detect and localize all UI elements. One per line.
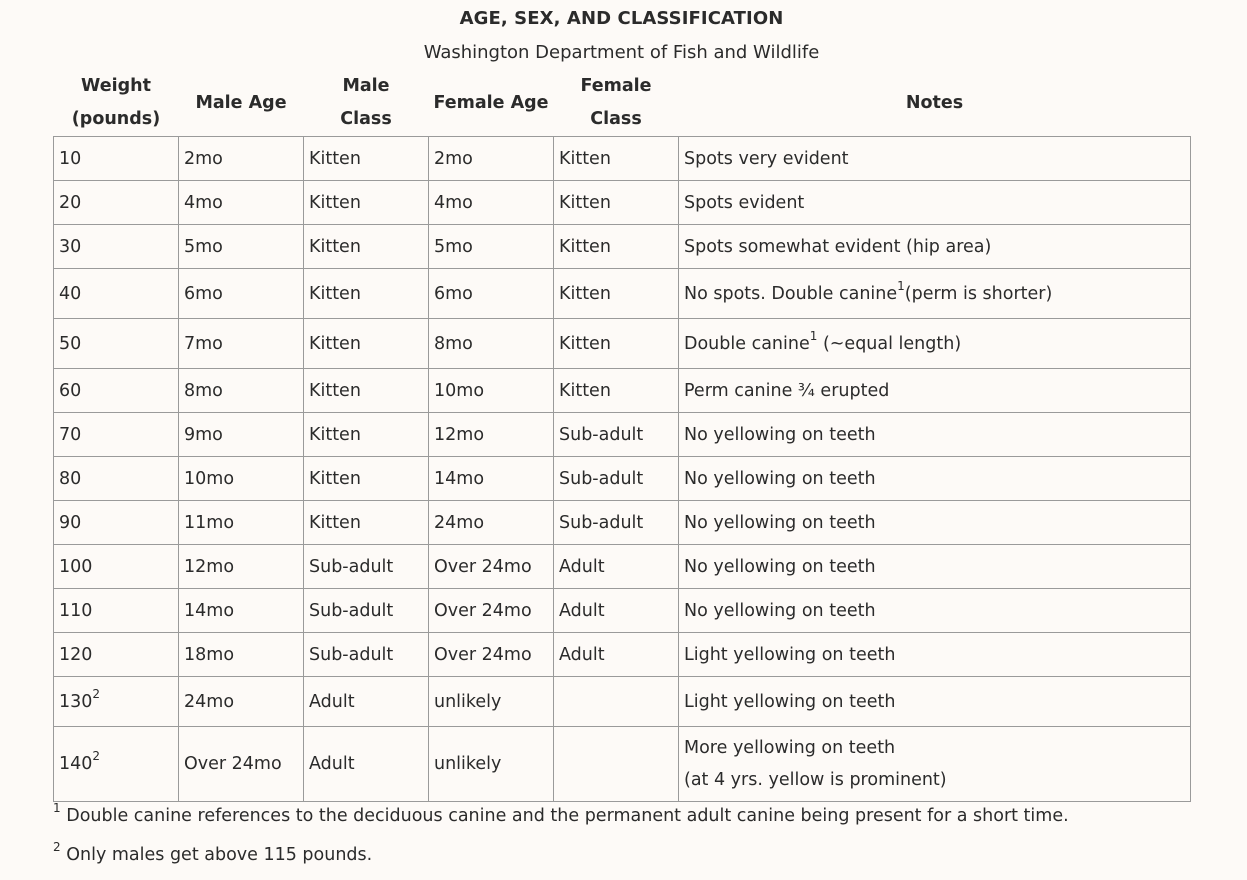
weight-cell: 40 (54, 269, 179, 319)
table-row (54, 457, 1191, 501)
male-age-cell: 24mo (179, 677, 304, 727)
notes-cell: No yellowing on teeth (679, 589, 1191, 633)
male-class-cell: Adult (304, 677, 429, 727)
header-notes: Notes (679, 70, 1191, 137)
weight-cell: 120 (54, 633, 179, 677)
header-row (54, 70, 1191, 137)
table-row (54, 501, 1191, 545)
weight-cell: $140^2$ (54, 727, 179, 802)
notes-cell: No yellowing on teeth (679, 413, 1191, 457)
notes-cell: Double canine$^1$ (~equal length) (679, 319, 1191, 369)
male-age-cell: 18mo (179, 633, 304, 677)
header-male-class: Male Class (304, 70, 429, 137)
classification-table (53, 70, 1191, 802)
footnote-2-mark: 2 (53, 840, 61, 855)
notes-cell: Perm canine ¾ erupted (679, 369, 1191, 413)
female-age-cell: 4mo (429, 181, 554, 225)
female-age-cell: unlikely (429, 677, 554, 727)
female-class-cell: Kitten (554, 319, 679, 369)
table-row (54, 319, 1191, 369)
male-class-cell: Adult (304, 727, 429, 802)
female-age-cell: Over 24mo (429, 633, 554, 677)
female-age-cell: 10mo (429, 369, 554, 413)
female-class-cell: Kitten (554, 137, 679, 181)
female-class-cell: Adult (554, 545, 679, 589)
male-class-cell: Kitten (304, 413, 429, 457)
table-row (54, 225, 1191, 269)
female-age-cell: 12mo (429, 413, 554, 457)
weight-cell: 20 (54, 181, 179, 225)
footnote-2-text: Only males get above 115 pounds. (66, 845, 373, 865)
female-class-cell: Adult (554, 633, 679, 677)
female-age-cell: Over 24mo (429, 545, 554, 589)
table-row (54, 545, 1191, 589)
male-age-cell: 8mo (179, 369, 304, 413)
header-female-age: Female Age (429, 70, 554, 137)
female-class-cell: Adult (554, 589, 679, 633)
page-title: AGE, SEX, AND CLASSIFICATION (459, 8, 784, 29)
male-age-cell: 9mo (179, 413, 304, 457)
table-row (54, 137, 1191, 181)
male-class-cell: Sub-adult (304, 589, 429, 633)
footnote-mark: 1 (809, 328, 818, 343)
male-class-cell: Kitten (304, 369, 429, 413)
female-class-cell: Sub-adult (554, 413, 679, 457)
weight-cell: 110 (54, 589, 179, 633)
female-age-cell: 24mo (429, 501, 554, 545)
male-class-cell: Kitten (304, 225, 429, 269)
weight-cell: 50 (54, 319, 179, 369)
weight-cell: 100 (54, 545, 179, 589)
notes-cell: Spots very evident (679, 137, 1191, 181)
female-class-cell: Kitten (554, 269, 679, 319)
table-row (54, 727, 1191, 802)
female-class-cell: Sub-adult (554, 501, 679, 545)
female-class-cell: Kitten (554, 369, 679, 413)
female-class-cell: Kitten (554, 225, 679, 269)
notes-cell: Spots somewhat evident (hip area) (679, 225, 1191, 269)
table-row (54, 181, 1191, 225)
footnote-mark: 2 (92, 749, 101, 764)
weight-cell: 60 (54, 369, 179, 413)
female-age-cell: 6mo (429, 269, 554, 319)
male-class-cell: Kitten (304, 319, 429, 369)
male-age-cell: 14mo (179, 589, 304, 633)
weight-cell: 10 (54, 137, 179, 181)
footnote-mark: 1 (897, 278, 905, 293)
female-age-cell: 14mo (429, 457, 554, 501)
male-age-cell: 12mo (179, 545, 304, 589)
table-row (54, 269, 1191, 319)
table-row (54, 677, 1191, 727)
male-age-cell: 6mo (179, 269, 304, 319)
male-age-cell: Over 24mo (179, 727, 304, 802)
weight-cell: $130^2$ (54, 677, 179, 727)
notes-cell: Light yellowing on teeth (679, 677, 1191, 727)
footnote-1 (53, 801, 1069, 826)
weight-cell: 30 (54, 225, 179, 269)
female-class-cell (554, 727, 679, 802)
header-female-class: Female Class (554, 70, 679, 137)
male-class-cell: Sub-adult (304, 633, 429, 677)
table-row (54, 633, 1191, 677)
female-class-cell: Kitten (554, 181, 679, 225)
weight-cell: 90 (54, 501, 179, 545)
table-row (54, 413, 1191, 457)
male-age-cell: 10mo (179, 457, 304, 501)
male-age-cell: 4mo (179, 181, 304, 225)
footnote-1-mark: 1 (53, 801, 61, 816)
weight-cell: 70 (54, 413, 179, 457)
weight-cell: 80 (54, 457, 179, 501)
male-class-cell: Kitten (304, 501, 429, 545)
female-age-cell: 8mo (429, 319, 554, 369)
notes-cell: No yellowing on teeth (679, 501, 1191, 545)
female-age-cell: Over 24mo (429, 589, 554, 633)
table-body (54, 137, 1191, 802)
female-class-cell (554, 677, 679, 727)
notes-cell: More yellowing on teeth (at 4 yrs. yellow is prominent) (679, 727, 1191, 802)
footnote-1-text: Double canine references to the deciduous canine and the permanent adult canine being present for a short time. (66, 806, 1069, 826)
table-row (54, 589, 1191, 633)
female-class-cell: Sub-adult (554, 457, 679, 501)
male-class-cell: Kitten (304, 137, 429, 181)
footnote-2 (53, 840, 373, 865)
female-age-cell: 5mo (429, 225, 554, 269)
male-class-cell: Kitten (304, 181, 429, 225)
male-age-cell: 11mo (179, 501, 304, 545)
notes-cell: Spots evident (679, 181, 1191, 225)
female-age-cell: 2mo (429, 137, 554, 181)
notes-cell: No yellowing on teeth (679, 545, 1191, 589)
male-age-cell: 7mo (179, 319, 304, 369)
male-class-cell: Sub-adult (304, 545, 429, 589)
male-age-cell: 2mo (179, 137, 304, 181)
notes-cell: No spots. Double canine$^1$(perm is shorter) (679, 269, 1191, 319)
header-male-age: Male Age (179, 70, 304, 137)
table-row (54, 369, 1191, 413)
male-class-cell: Kitten (304, 269, 429, 319)
header-weight: Weight (pounds) (54, 70, 179, 137)
notes-cell: No yellowing on teeth (679, 457, 1191, 501)
male-class-cell: Kitten (304, 457, 429, 501)
male-age-cell: 5mo (179, 225, 304, 269)
footnote-mark: 2 (92, 686, 101, 701)
page-subtitle: Washington Department of Fish and Wildlife (423, 42, 820, 63)
female-age-cell: unlikely (429, 727, 554, 802)
notes-cell: Light yellowing on teeth (679, 633, 1191, 677)
